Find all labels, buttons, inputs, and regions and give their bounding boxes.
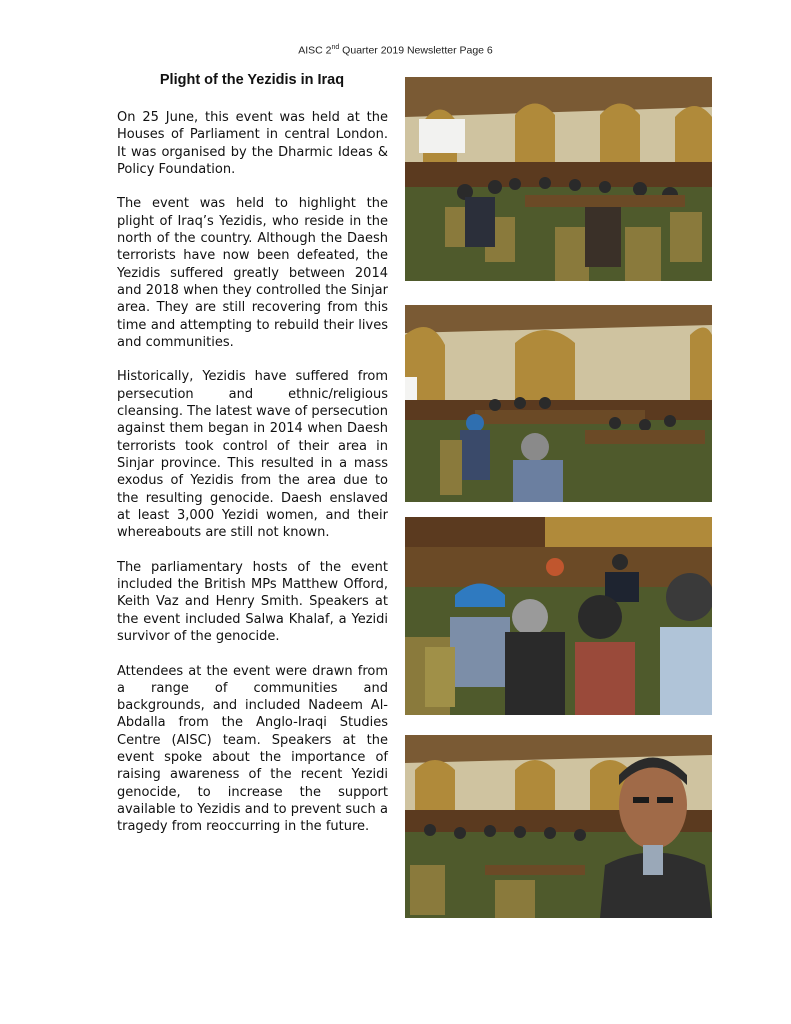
event-photo-room-wide [405,77,712,281]
paragraph-intro: On 25 June, this event was held at the Houses of Parliament in central London. It was organised by the Dharmic Ideas & Policy Foundation. [117,110,388,177]
event-photo-audience [405,517,712,715]
event-photo-attendee-portrait [405,735,712,918]
paragraph-purpose: The event was held to highlight the plight of Iraq’s Yezidis, who reside in the north of the country. Although the Daesh terrorists have now been defeated, the Yezidis suffered greatly between 2014 and 2018 when they controlled the Sinjar area. They are still recovering from this time and attempting to rebuild their lives and communities. [117,196,388,350]
article-title: Plight of the Yezidis in Iraq [159,72,345,88]
article-body [117,109,388,853]
event-photo-speakers-panel [405,305,712,502]
paragraph-history: Historically, Yezidis have suffered from persecution and ethnic/religious cleansing. The latest wave of persecution against them began in 2014 when Daesh terrorists took control of their area in Sinjar province. This resulted in a mass exodus of Yezidis from the area due to the resulting genocide. Daesh enslaved at least 3,000 Yezidi women, and their whereabouts are still not known. [117,369,388,541]
page-header: AISC 2nd Quarter 2019 Newsletter Page 6 [298,44,493,57]
paragraph-attendees: Attendees at the event were drawn from a range of communities and backgrounds, and included Nadeem Al-Abdalla from the Anglo-Iraqi Studies Centre (AISC) team. Speakers at the event spoke about the importance of raising awareness of the recent Yezidi genocide, to increase the support available to Yezidis and to prevent such a tragedy from reoccurring in the future. [117,663,388,835]
paragraph-hosts: The parliamentary hosts of the event included the British MPs Matthew Offord, Keith Vaz and Henry Smith. Speakers at the event included Salwa Khalaf, a Yezidi survivor of the genocide. [117,559,388,644]
